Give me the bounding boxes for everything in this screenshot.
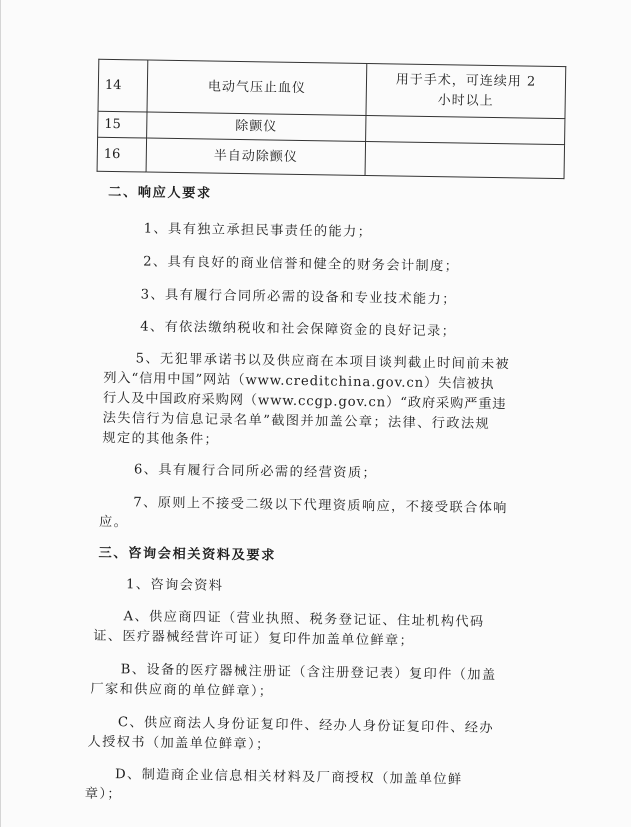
material-item: C、供应商法人身份证复印件、经办人身份证复印件、经办 [117, 715, 495, 737]
requirement-item: 6、具有履行合同所必需的经营资质； [133, 462, 378, 482]
table-row [97, 137, 564, 178]
requirement-item-continued: 列入“信用中国”网站（www.creditchina.gov.cn）失信被执 [103, 370, 495, 393]
material-item-continued: 人授权书（加盖单位鲜章）； [87, 734, 271, 753]
table-row [98, 59, 566, 118]
requirement-item-continued: 行人及中国政府采购网（www.ccgp.gov.cn）“政府采购严重违 [102, 390, 507, 413]
material-item-continued: 章）； [84, 786, 123, 803]
equipment-note [366, 63, 566, 118]
requirement-item: 1、具有独立承担民事责任的能力； [143, 221, 373, 241]
equipment-note [365, 141, 565, 178]
section-heading: 三、咨询会相关资料及要求 [98, 545, 277, 564]
requirement-item: 3、具有履行合同所必需的设备和专业技术能力； [140, 287, 457, 308]
requirement-item: 2、具有良好的商业信誉和健全的财务会计制度； [143, 254, 460, 275]
row-number: 14 [98, 59, 148, 112]
equipment-name: 除颤仪 [147, 112, 366, 141]
note-line: 小时以上 [437, 92, 494, 109]
requirement-item: 7、原则上不接受二级以下代理资质响应，不接受联合体响 [133, 495, 508, 517]
section-heading: 二、响应人要求 [108, 184, 212, 202]
equipment-table [97, 59, 567, 179]
material-item-continued: 厂家和供应商的单位鲜章）； [90, 681, 274, 700]
material-item: D、制造商企业信息相关材料及厂商授权（加盖单位鲜 [114, 767, 463, 788]
equipment-note [366, 115, 565, 144]
requirement-item-continued: 规定的其他条件； [102, 430, 220, 448]
row-number: 16 [97, 137, 147, 172]
material-item-continued: 证、医疗器械经营许可证）复印件加盖单位鲜章； [93, 628, 415, 649]
equipment-name: 半自动除颤仪 [146, 138, 366, 175]
material-item: B、设备的医疗器械注册证（含注册登记表）复印件（加盖 [120, 662, 497, 684]
row-number: 15 [98, 111, 147, 138]
equipment-name: 电动气压止血仪 [147, 60, 367, 115]
requirement-item: 5、无犯罪承诺书以及供应商在本项目谈判截止时间前未被 [135, 351, 511, 373]
note-line: 用于手术，可连续用 2 [395, 71, 537, 90]
material-item: A、供应商四证（营业执照、税务登记证、住址机构代码 [123, 609, 485, 630]
requirement-item: 4、有依法缴纳税收和社会保障资金的良好记录； [140, 319, 457, 340]
requirement-item-continued: 法失信行为信息记录名单”截图并加盖公章；法律、行政法规 [102, 410, 491, 432]
requirement-item-continued: 应。 [98, 514, 129, 531]
subsection-heading: 1、咨询会资料 [125, 577, 224, 594]
